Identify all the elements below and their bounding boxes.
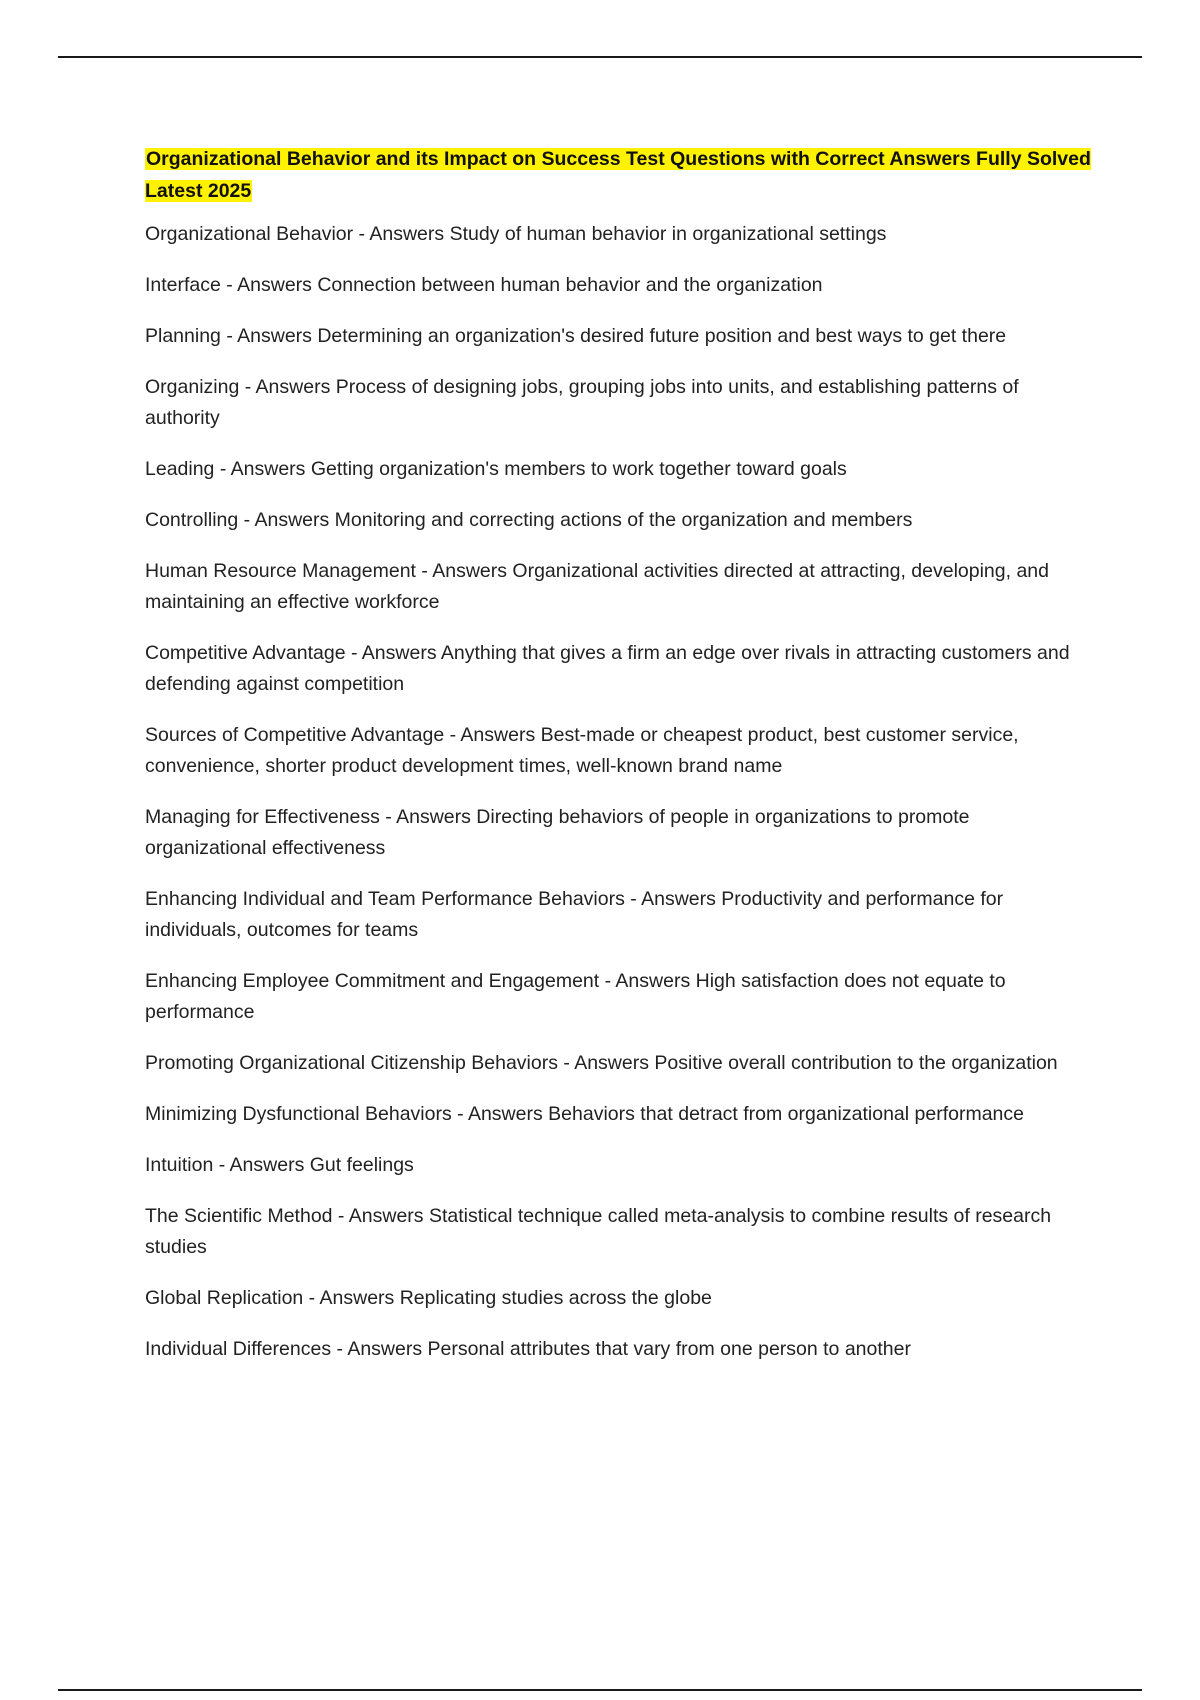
answer-item: Organizing - Answers Process of designing jobs, grouping jobs into units, and establishing patterns of authority bbox=[145, 376, 1019, 429]
answer-item: Sources of Competitive Advantage - Answers Best-made or cheapest product, best customer service, convenience, shorter product development times, well-known brand name bbox=[145, 724, 1019, 777]
answer-item: Organizational Behavior - Answers Study of human behavior in organizational settings bbox=[145, 223, 887, 245]
answer-item: Managing for Effectiveness - Answers Directing behaviors of people in organizations to promote organizational effectiveness bbox=[145, 806, 970, 859]
answer-item: Leading - Answers Getting organization's members to work together toward goals bbox=[145, 458, 847, 480]
answer-item: Competitive Advantage - Answers Anything that gives a firm an edge over rivals in attracting customers and defending against competition bbox=[145, 642, 1070, 695]
answer-item: Interface - Answers Connection between human behavior and the organization bbox=[145, 274, 823, 296]
answer-item: Controlling - Answers Monitoring and correcting actions of the organization and members bbox=[145, 509, 913, 531]
header-rule bbox=[58, 56, 1142, 58]
answer-item: Global Replication - Answers Replicating studies across the globe bbox=[145, 1287, 712, 1309]
document-title bbox=[145, 143, 1095, 207]
document-body bbox=[145, 143, 1095, 1385]
answer-list bbox=[145, 219, 1095, 1365]
answer-item: The Scientific Method - Answers Statistical technique called meta-analysis to combine results of research studies bbox=[145, 1205, 1052, 1258]
answer-item: Planning - Answers Determining an organization's desired future position and best ways to get there bbox=[145, 325, 1007, 347]
answer-item: Intuition - Answers Gut feelings bbox=[145, 1154, 414, 1176]
answer-item: Individual Differences - Answers Personal attributes that vary from one person to another bbox=[145, 1338, 911, 1360]
answer-item: Promoting Organizational Citizenship Behaviors - Answers Positive overall contribution to the organization bbox=[145, 1052, 1058, 1074]
answer-item: Human Resource Management - Answers Organizational activities directed at attracting, developing, and maintaining an effective workforce bbox=[145, 560, 1049, 613]
answer-item: Enhancing Individual and Team Performance Behaviors - Answers Productivity and performance for individuals, outcomes for teams bbox=[145, 888, 1004, 941]
footer-rule bbox=[58, 1689, 1142, 1691]
title-highlight: Organizational Behavior and its Impact on Success Test Questions with Correct Answers Fully Solved Latest 2025 bbox=[145, 148, 1091, 202]
answer-item: Enhancing Employee Commitment and Engagement - Answers High satisfaction does not equate to performance bbox=[145, 970, 1006, 1023]
answer-item: Minimizing Dysfunctional Behaviors - Answers Behaviors that detract from organizational performance bbox=[145, 1103, 1024, 1125]
